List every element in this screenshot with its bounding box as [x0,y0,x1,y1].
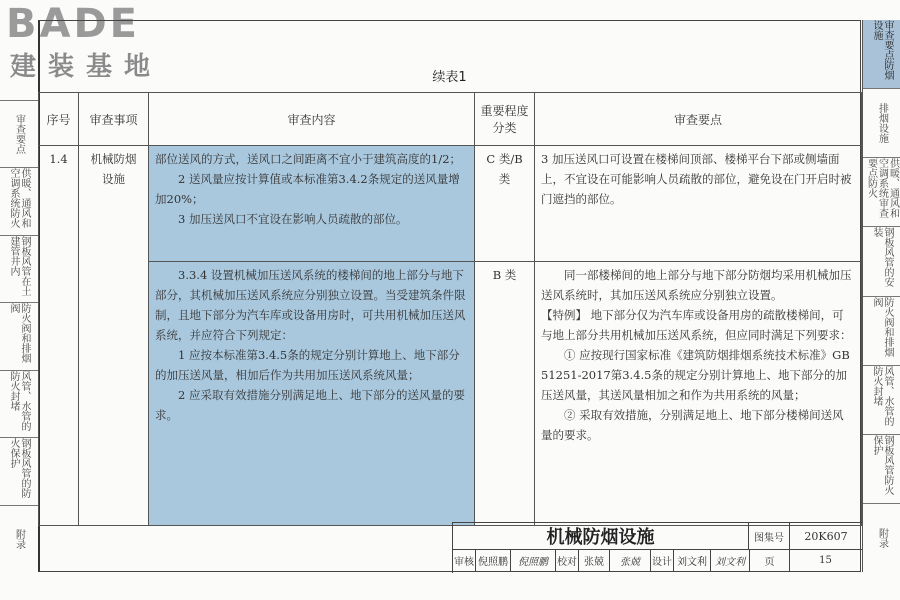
left-tab-review-points[interactable]: 审查要点 [0,101,38,168]
row2-content [149,262,475,526]
signature-row [453,550,862,573]
row2-points [535,262,862,526]
header-item: 审查事项 [79,93,149,146]
right-tab-duct-install[interactable]: 钢板风管的安装 [863,227,900,296]
design-signature: 刘文利 [711,550,750,571]
review-name: 倪照鹏 [476,550,511,571]
content-para: 3 加压送风口不宜设在影响人员疏散的部位。 [178,212,408,226]
check-name: 张兢 [579,550,610,571]
row2-level: B 类 [475,262,535,526]
right-tab-smoke-control[interactable]: 审查要点防烟设施 [863,20,900,89]
design-label: 设计 [651,550,674,571]
row1-level: C 类/B 类 [475,146,535,262]
right-tab-appendix[interactable]: 附录 [876,527,888,548]
logo-subtitle: 建装基地 [10,52,163,82]
row-item: 机械防烟设施 [79,146,149,526]
page-number: 15 [819,555,832,566]
atlas-label: 图集号 [749,523,790,550]
row-seq: 1.4 [39,146,79,526]
row1-content [149,146,475,262]
points-para: ① 应按现行国家标准《建筑防烟排烟系统技术标准》GB 51251-2017第3.4.5条的规定分别计算地上、地下部分的加压送风量，其送风量相加之和作为共用系统的风量； [541,348,850,402]
header-level: 重要程度分类 [475,93,535,146]
left-tab-duct-protection[interactable]: 钢板风管的防火保护 [0,438,38,505]
left-tab-bar [0,20,39,572]
points-para: 3 加压送风口可设置在楼梯间顶部、楼梯平台下部或侧墙面上，不宜设在可能影响人员疏散的部位，避免设在门开启时被门遮挡的部位。 [541,152,852,206]
table-row [39,146,862,262]
points-para: 同一部楼梯间的地上部分与地下部分防烟均采用机械加压送风系统时，其加压送风系统应分别独立设置。 [541,268,852,302]
title-block [452,522,862,573]
review-signature: 倪照鹏 [511,550,556,571]
content-para: 3.3.4 设置机械加压送风系统的楼梯间的地上部分与地下部分，其机械加压送风系统应分别独立设置。当受建筑条件限制，且地下部分为汽车库或设备用房时，可共用机械加压送风系统，并应符合下列规定： [155,268,466,342]
right-tab-bar [862,20,900,572]
check-label: 校对 [556,550,579,571]
left-tab-sealing[interactable]: 风管、水管的防火封堵 [0,371,38,438]
left-tab-appendix[interactable]: 附录 [13,528,25,549]
content-para: 2 应采取有效措施分别满足地上、地下部分的送风量的要求。 [155,388,465,422]
content-para: 2 送风量应按计算值或本标准第3.4.2条规定的送风量增加20%； [155,172,460,206]
table-row [39,262,862,526]
left-tab-duct-in-shaft[interactable]: 钢板风管在土建管井内 [0,236,38,303]
header-points: 审查要点 [535,93,862,146]
right-tab-dampers[interactable]: 防火阀和排烟阀 [863,297,900,366]
page-label: 页 [750,550,790,571]
left-tab-spacer [0,20,38,101]
review-label: 审核 [453,550,476,571]
header-content: 审查内容 [149,93,475,146]
table-header-row [39,93,862,146]
points-para: ② 采取有效措施，分别满足地上、地下部分楼梯间送风量的要求。 [541,408,844,442]
right-tab-hvac-fire[interactable]: 供暖、通风和空调系统审查要点防火 [863,158,900,227]
left-tab-hvac-fire[interactable]: 供暖、通风和空调系统防火 [0,168,38,235]
left-tab-dampers[interactable]: 防火阀和排烟阀 [0,303,38,370]
design-name: 刘文利 [674,550,711,571]
points-para: 【特例】 地下部分仅为汽车库或设备用房的疏散楼梯间，可与地上部分共用机械加压送风系统，但应同时满足下列要求： [541,308,852,342]
logo-text: BADE [6,1,140,47]
page-title: 续表1 [432,70,467,85]
atlas-number: 20K607 [790,523,862,550]
content-para: 部位送风的方式，送风口之间距离不宜小于建筑高度的1/2； [155,152,462,166]
check-signature: 张兢 [610,550,651,571]
right-tab-duct-protection[interactable]: 钢板风管防火保护 [863,435,900,504]
row1-points [535,146,862,262]
right-tab-sealing[interactable]: 风管、水管的防火封堵 [863,366,900,435]
review-table [38,92,862,526]
right-tab-smoke-exhaust[interactable]: 排烟设施 [863,89,900,158]
drawing-title: 机械防烟设施 [453,523,749,550]
header-seq: 序号 [39,93,79,146]
content-para: 1 应按本标准第3.4.5条的规定分别计算地上、地下部分的加压送风量，相加后作为共用加压送风系统风量； [155,348,460,382]
